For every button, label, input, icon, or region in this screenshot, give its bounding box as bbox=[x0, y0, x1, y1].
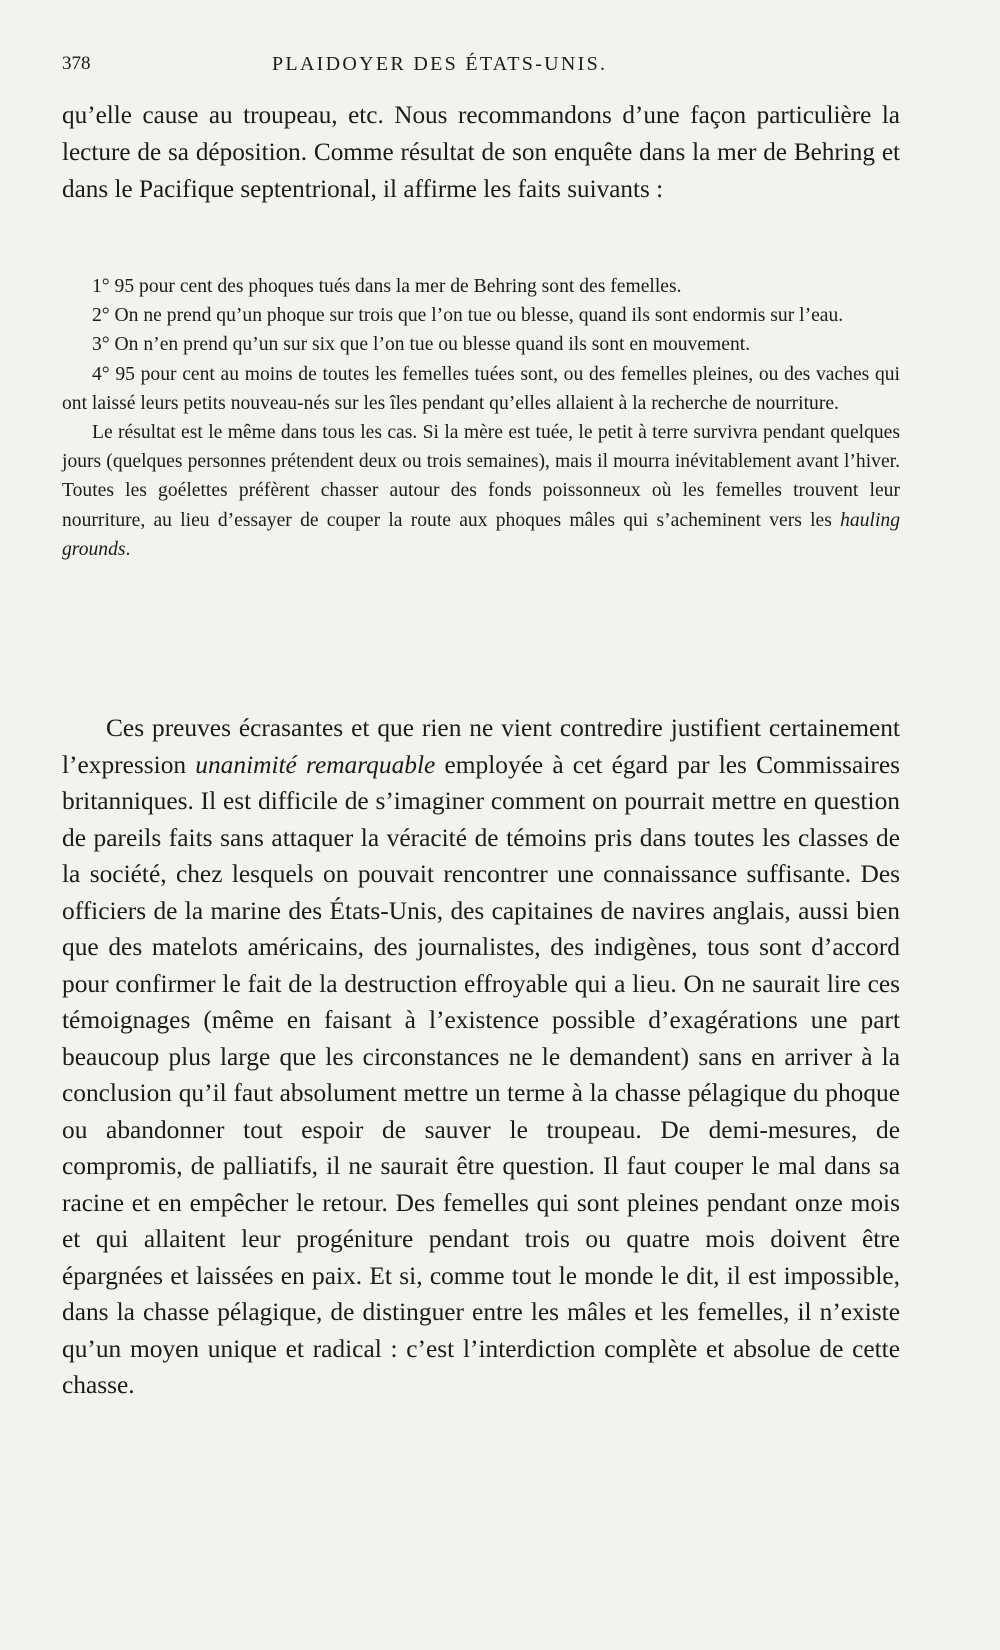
result-paragraph bbox=[62, 418, 900, 564]
fact-item-1: 1° 95 pour cent des phoques tués dans la mer de Behring sont des femelles. bbox=[92, 276, 682, 297]
page-header bbox=[62, 48, 900, 82]
fact-item-4: 4° 95 pour cent au moins de toutes les femelles tuées sont, ou des femelles pleines, ou des vaches qui ont laissé leurs petits nouveau-nés sur les îles pendant qu’elles allaient à la recherche de nourriture. bbox=[62, 363, 900, 414]
main-text-rest: employée à cet égard par les Commissaires britanniques. Il est difficile de s’imaginer comment on pourrait mettre en question de pareils faits sans attaquer la véracité de témoins pris dans toutes les classes de la société, chez lesquels on pouvait rencontrer une connaissance suffisante. Des officiers de la marine des États-Unis, des capitaines de navires anglais, aussi bien que des matelots américains, des journalistes, des indigènes, tous sont d’accord pour confirmer le fait de la destruction effroyable qui a lieu. On ne saurait lire ces témoignages (même en faisant à l’existence possible d’exagérations une part beaucoup plus large que les circonstances ne le demandent) sans en arriver à la conclusion qu’il faut absolument mettre un terme à la chasse pélagique du phoque ou abandonner tout espoir de sauver le troupeau. De demi-mesures, de compromis, de palliatifs, il ne saurait être question. Il faut couper le mal dans sa racine et en empêcher le retour. Des femelles qui sont pleines pendant onze mois et qui allaitent leur progéniture pendant trois ou quatre mois doivent être épargnées et laissées en paix. Et si, comme tout le monde le dit, il est impossible, dans la chasse pélagique, de distinguer entre les mâles et les femelles, il n’existe qu’un moyen unique et radical : c’est l’interdiction complète et absolue de cette chasse. bbox=[62, 750, 900, 1399]
fact-item-3: 3° On n’en prend qu’un sur six que l’on tue ou blesse quand ils sont en mouvement. bbox=[92, 334, 751, 356]
result-text-end: . bbox=[125, 538, 131, 560]
page-number: 378 bbox=[62, 53, 91, 74]
fact-item-2: 2° On ne prend qu’un phoque sur trois que l’on tue ou blesse, quand ils sont endormis sur l’eau. bbox=[92, 305, 844, 327]
result-italic-term: hauling grounds bbox=[62, 509, 900, 560]
continuation-block bbox=[62, 97, 900, 208]
facts-list bbox=[62, 272, 900, 564]
main-text-start: Ces preuves écrasantes et que rien ne vient contredire justifient certainement l’expression bbox=[62, 714, 900, 779]
continuation-paragraph: qu’elle cause au troupeau, etc. Nous recommandons d’une façon particulière la lecture de sa déposition. Comme résultat de son enquête dans la mer de Behring et dans le Pacifique septentrional, il affirme les faits suivants : bbox=[62, 102, 900, 203]
main-text-block bbox=[62, 710, 900, 1404]
result-text: Le résultat est le même dans tous les cas. Si la mère est tuée, le petit à terre survivra pendant quelques jours (quelques personnes prétendent deux ou trois semaines), mais il mourra inévitablement avant l’hiver. Toutes les goélettes préfèrent chasser autour des fonds poissonneux où les femelles trouvent leur nourriture, au lieu d’essayer de couper la route aux phoques mâles qui s’acheminent vers les bbox=[62, 422, 900, 531]
main-italic-term: unanimité remarquable bbox=[195, 750, 436, 779]
running-title: PLAIDOYER DES ÉTATS-UNIS. bbox=[272, 53, 608, 75]
main-paragraph bbox=[62, 710, 900, 1404]
